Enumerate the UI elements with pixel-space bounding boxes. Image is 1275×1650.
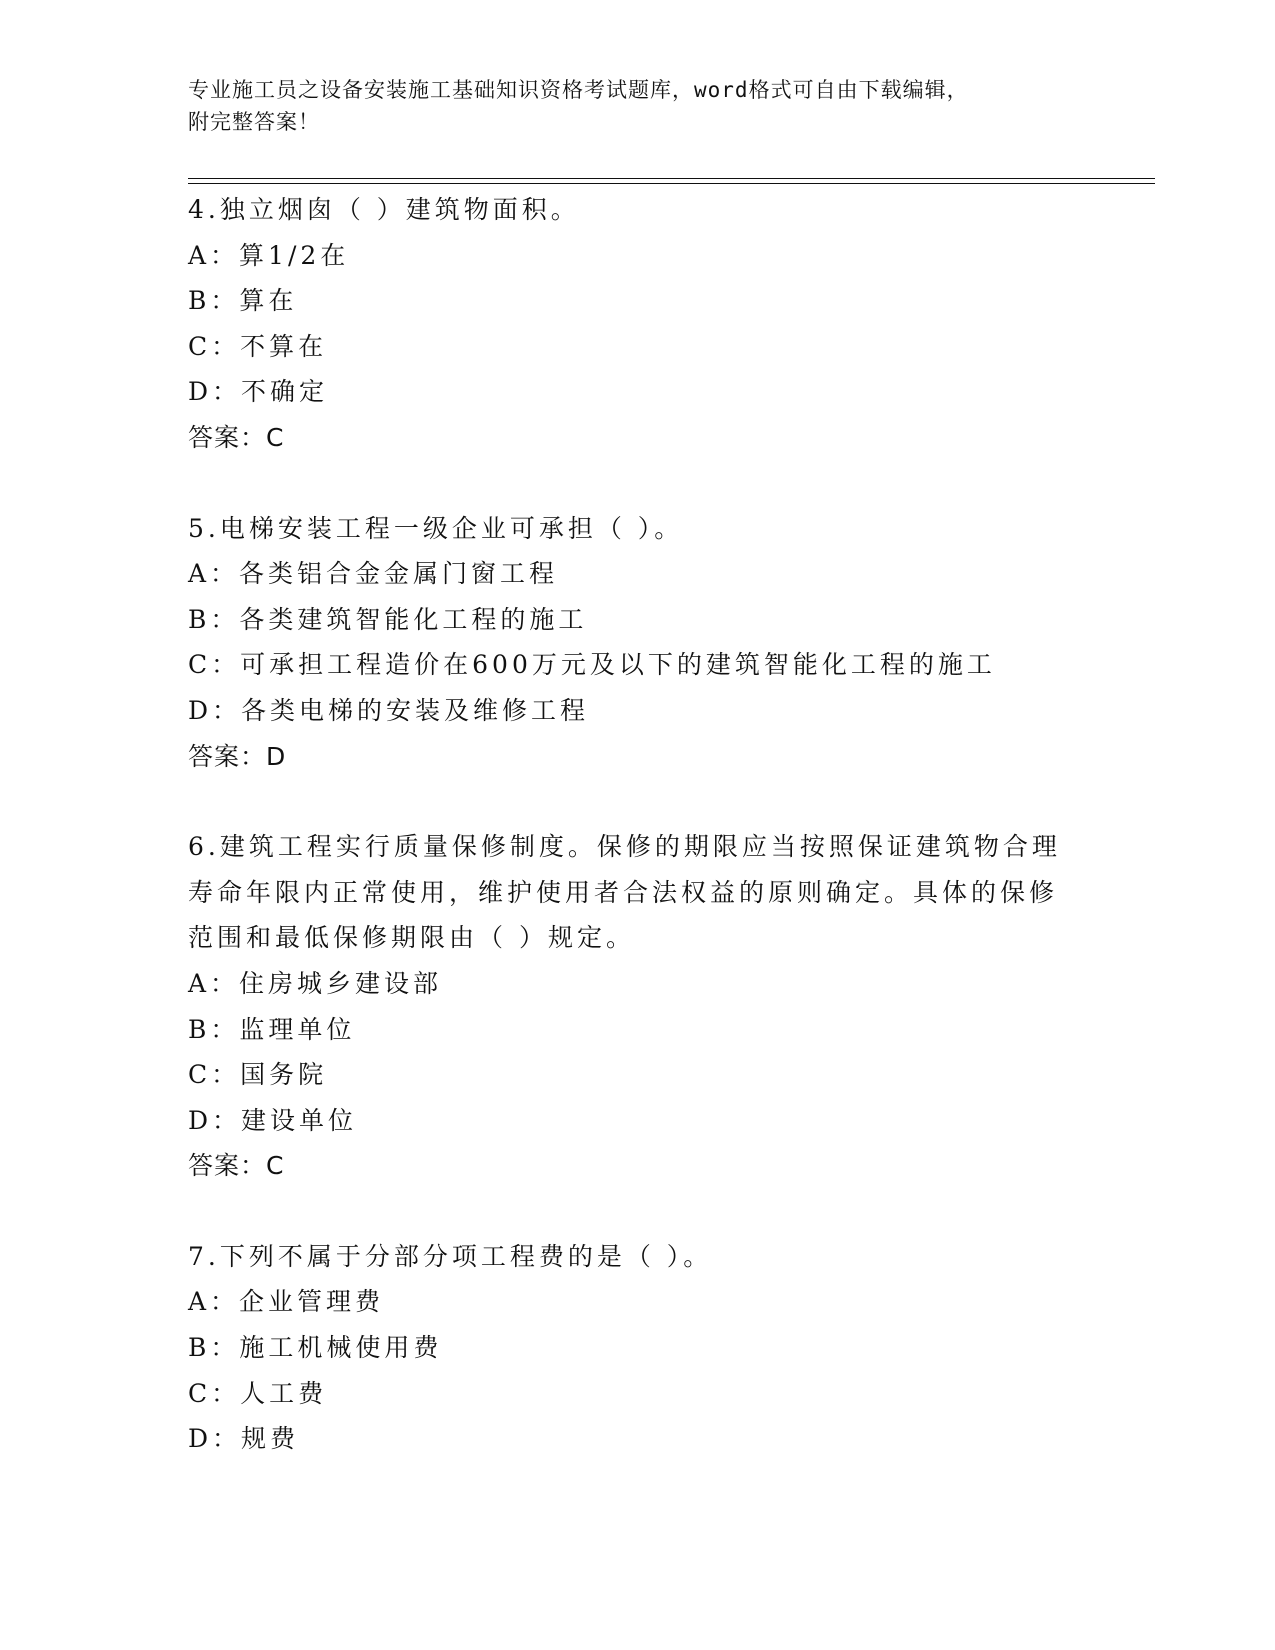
question-6	[188, 824, 1088, 1189]
option-b: B：各类建筑智能化工程的施工	[188, 604, 588, 634]
option-d: D：不确定	[188, 377, 329, 407]
option-b: B：算在	[188, 286, 298, 316]
option-d: D：各类电梯的安装及维修工程	[188, 695, 590, 725]
header-divider-bottom	[188, 183, 1155, 184]
option-b: B：施工机械使用费	[188, 1333, 443, 1363]
question-stem: 4.独立烟囱（ ）建筑物面积。	[188, 195, 580, 224]
option-a: A：企业管理费	[188, 1287, 385, 1317]
question-7	[188, 1234, 1088, 1462]
document-header	[188, 74, 1088, 138]
question-stem: 5.电梯安装工程一级企业可承担（ ）。	[188, 513, 684, 543]
option-c: C：人工费	[188, 1378, 328, 1408]
option-d: D：规费	[188, 1424, 300, 1454]
header-line-2: 附完整答案！	[188, 110, 320, 134]
question-stem-line-3: 范围和最低保修期限由（ ）规定。	[188, 923, 635, 953]
option-d: D：建设单位	[188, 1105, 358, 1135]
header-divider-top	[188, 178, 1155, 179]
option-a: A：各类铝合金金属门窗工程	[188, 559, 559, 589]
question-4	[188, 187, 1088, 461]
question-stem-line-2: 寿命年限内正常使用，维护使用者合法权益的原则确定。具体的保修	[188, 877, 1059, 907]
question-list	[188, 187, 1088, 1507]
question-stem-line-1: 6.建筑工程实行质量保修制度。保修的期限应当按照保证建筑物合理	[188, 832, 1061, 862]
option-c: C：不算在	[188, 331, 328, 361]
answer-line: 答案：D	[188, 741, 287, 771]
option-c: C：国务院	[188, 1060, 328, 1090]
answer-line: 答案：C	[188, 1151, 285, 1181]
question-stem: 7.下列不属于分部分项工程费的是（ ）。	[188, 1241, 713, 1271]
header-line-1: 专业施工员之设备安装施工基础知识资格考试题库，word格式可自由下载编辑，	[188, 78, 969, 102]
option-b: B：监理单位	[188, 1014, 356, 1044]
option-a: A：算1/2在	[188, 240, 350, 270]
question-5	[188, 506, 1088, 780]
option-c: C：可承担工程造价在600万元及以下的建筑智能化工程的施工	[188, 650, 996, 680]
option-a: A：住房城乡建设部	[188, 968, 443, 998]
answer-line: 答案：C	[188, 422, 285, 452]
